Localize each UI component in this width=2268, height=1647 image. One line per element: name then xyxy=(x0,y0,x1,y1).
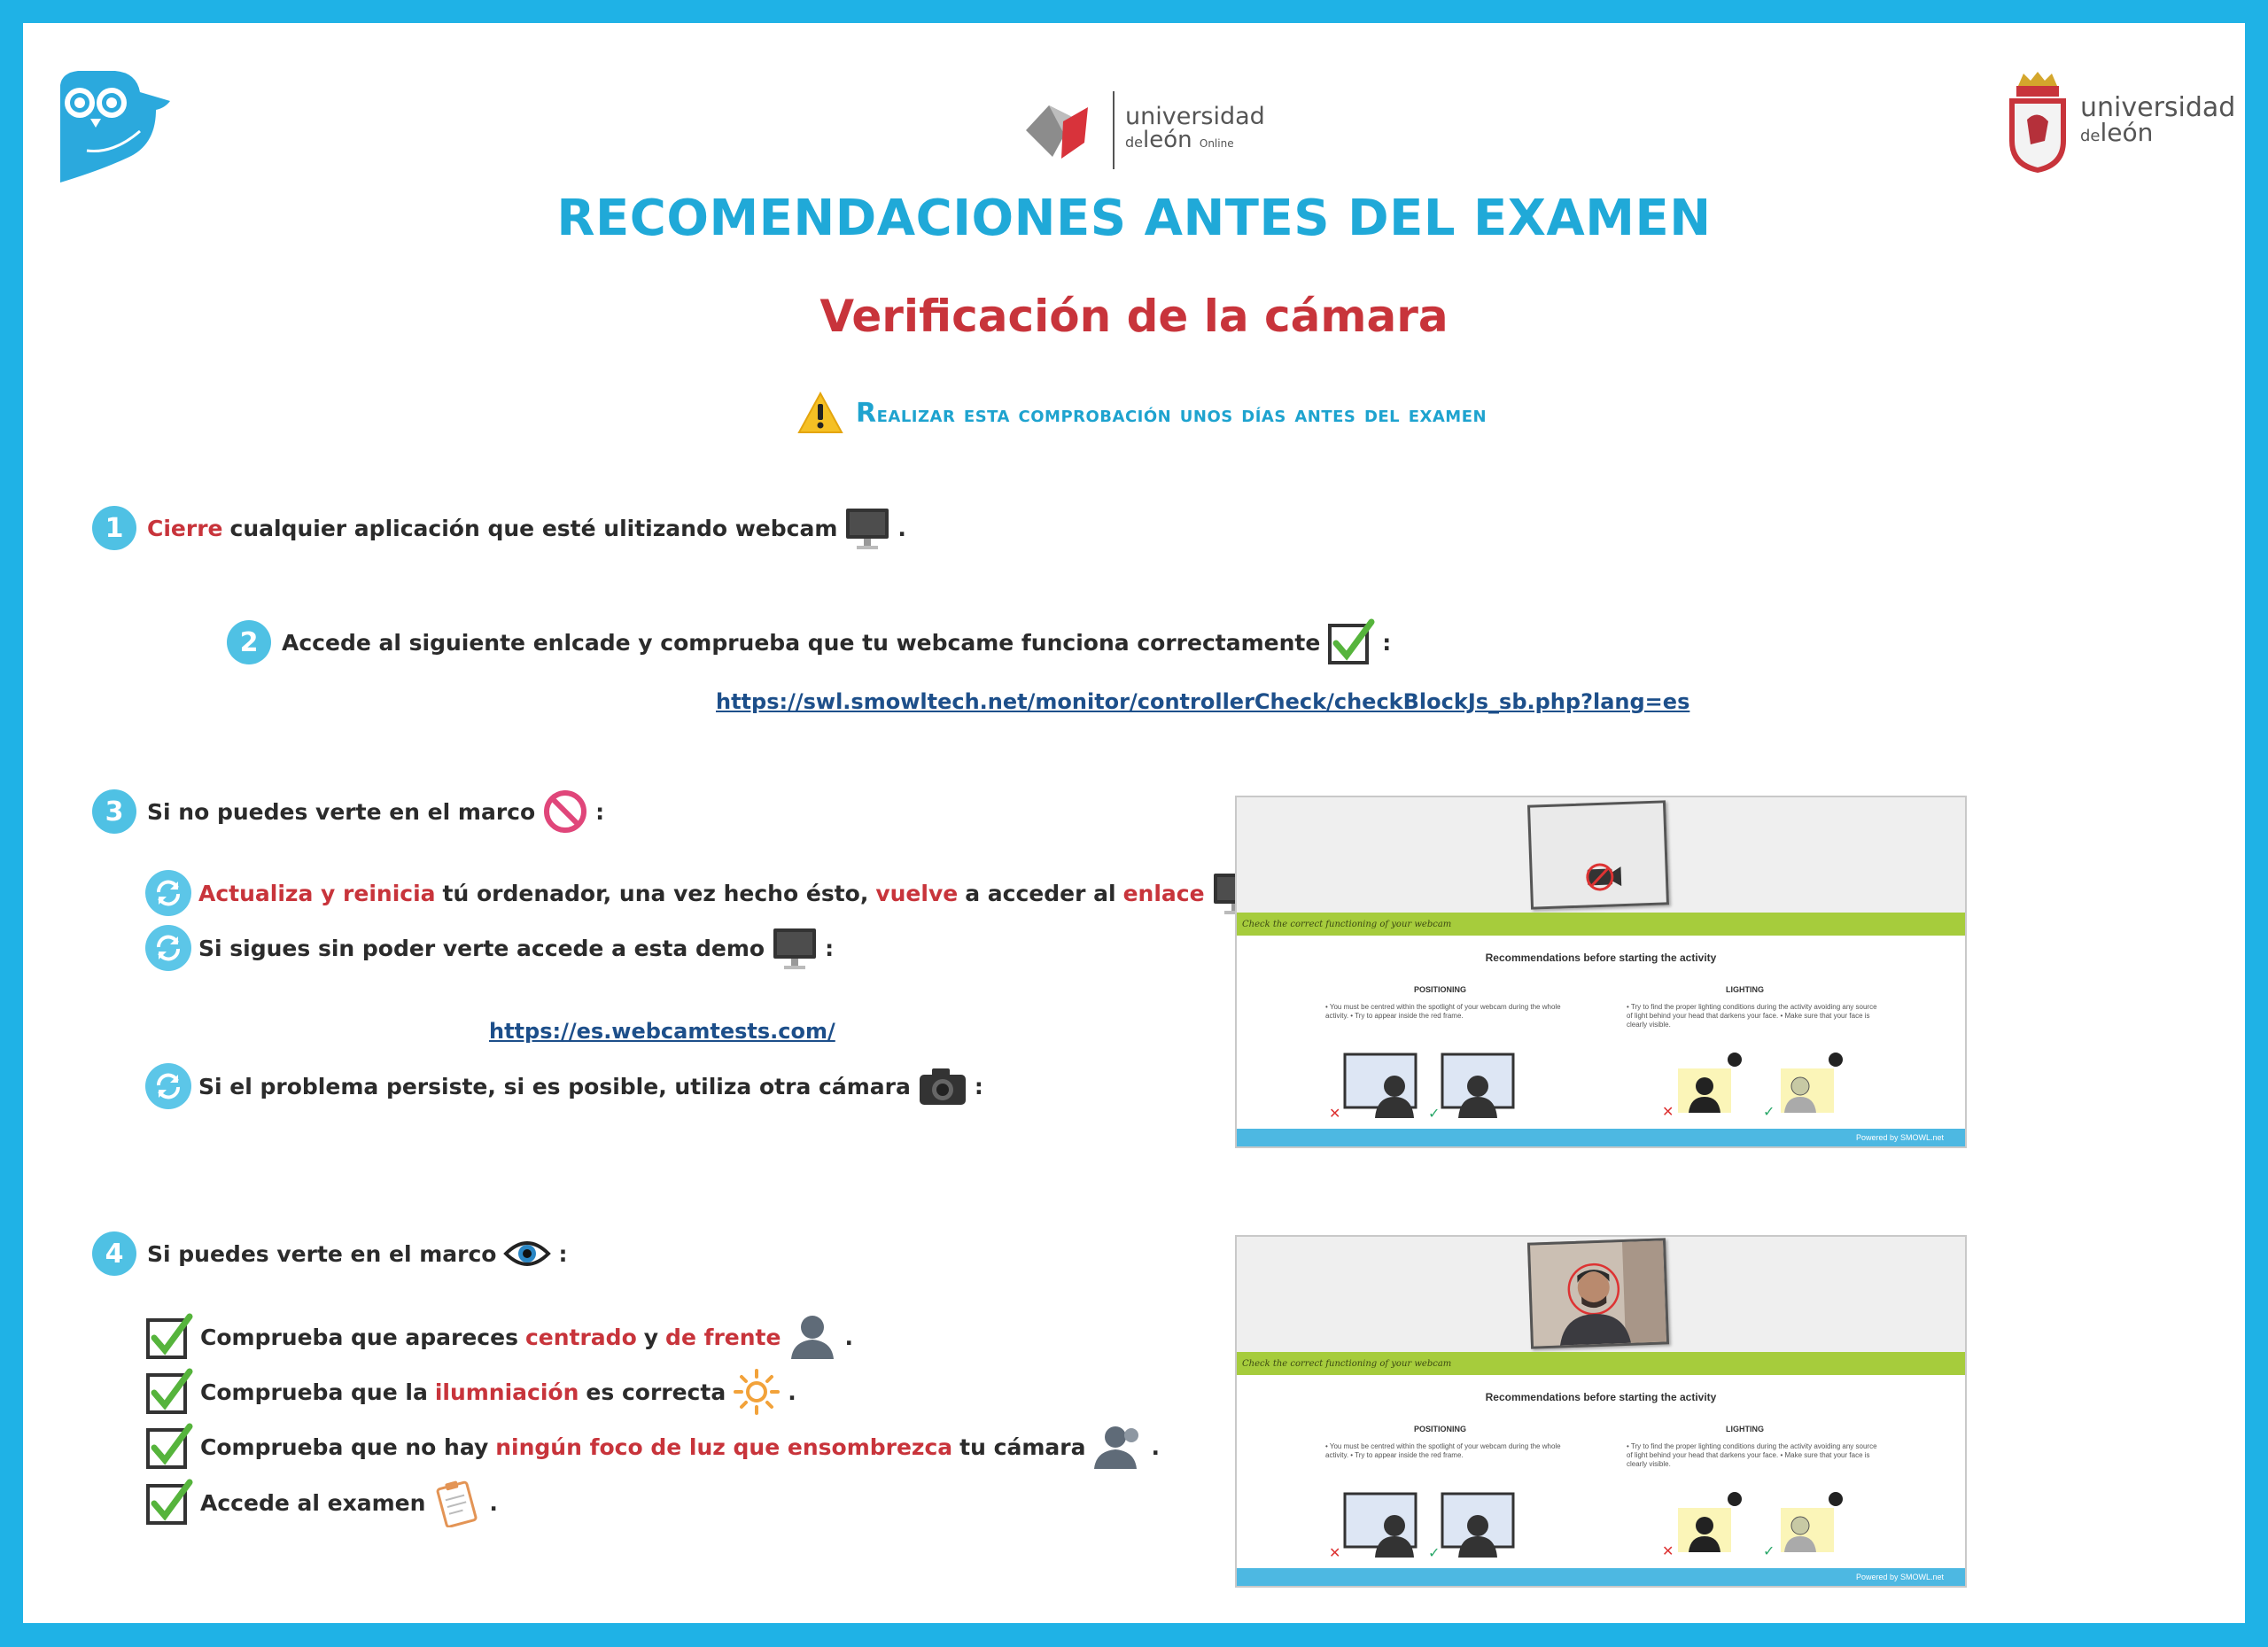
person-icon xyxy=(788,1313,837,1361)
step4-item3-t2: tu cámara xyxy=(959,1433,1086,1460)
webcamtests-link[interactable]: https://es.webcamtests.com/ xyxy=(489,1019,835,1044)
powered-by: Powered by SMOWL.net xyxy=(1237,1568,1965,1586)
step-number-1: 1 xyxy=(92,506,136,550)
university-online-logo xyxy=(1022,82,1265,179)
user-face-image xyxy=(1530,1240,1666,1346)
svg-text:✕: ✕ xyxy=(1329,1107,1341,1122)
refresh-icon xyxy=(145,870,191,916)
step3-item1-red3: enlace xyxy=(1122,880,1205,906)
step-number-4: 4 xyxy=(92,1231,136,1276)
webcam-frame-empty xyxy=(1527,800,1669,909)
step1-end: . xyxy=(897,515,906,541)
step-1 xyxy=(92,505,906,551)
center-logo-de: de xyxy=(1125,134,1143,151)
lighting-title: LIGHTING xyxy=(1726,1425,1764,1433)
lighting-text: • Try to find the proper lighting conditions during the activity avoiding any source of light behind your head that darkens your face. • Make sure that your face is clearly visible. xyxy=(1627,1003,1877,1029)
university-logo-icon xyxy=(1022,95,1102,166)
positioning-illustration xyxy=(1325,1490,1556,1561)
step-2 xyxy=(227,618,1391,666)
webcam-check-screenshot-error xyxy=(1235,796,1967,1148)
positioning-illustration xyxy=(1325,1051,1556,1122)
owl-logo xyxy=(51,69,175,184)
step1-text: cualquier aplicación que esté ulitizando webcam xyxy=(229,515,838,541)
step4-item3-t1: Comprueba que no hay xyxy=(200,1433,489,1460)
step3-item2-text: Si sigues sin poder verte accede a esta demo xyxy=(198,935,765,961)
step4-item1-t2: y xyxy=(643,1324,659,1350)
step4-item3-red1: ningún foco de luz que ensombrezca xyxy=(495,1433,953,1460)
right-logo-line1: universidad xyxy=(2080,92,2236,123)
step4-item1-t1: Comprueba que apareces xyxy=(200,1324,518,1350)
step-4 xyxy=(92,1231,567,1276)
step4-item1-end: . xyxy=(844,1324,853,1350)
step1-red: Cierre xyxy=(147,515,223,541)
svg-text:✓: ✓ xyxy=(1763,1105,1775,1120)
svg-text:✕: ✕ xyxy=(1662,1105,1674,1120)
step4-item2-end: . xyxy=(788,1379,796,1405)
svg-text:✓: ✓ xyxy=(1763,1544,1775,1559)
powered-by: Powered by SMOWL.net xyxy=(1237,1129,1965,1146)
step4-item-1 xyxy=(145,1313,853,1361)
checkbox-check-icon xyxy=(1327,618,1375,666)
step4-item2-t2: es correcta xyxy=(586,1379,726,1405)
warning-text: Realizar esta comprobación unos días antes del examen xyxy=(856,397,1487,429)
svg-text:✓: ✓ xyxy=(1428,1546,1441,1561)
step4-item2-t1: Comprueba que la xyxy=(200,1379,428,1405)
step-number-2: 2 xyxy=(227,620,271,664)
checkbox-check-icon xyxy=(145,1479,193,1527)
camera-off-icon xyxy=(1530,803,1666,906)
step4-item1-red2: de frente xyxy=(665,1324,781,1350)
rec-title: Recommendations before starting the activity xyxy=(1485,1391,1717,1403)
refresh-icon xyxy=(145,925,191,971)
step4-item-3 xyxy=(145,1423,1160,1471)
monitor-icon xyxy=(772,925,818,971)
step3-item1-t1: tú ordenador, una vez hecho ésto, xyxy=(442,880,869,906)
warning-notice xyxy=(797,386,1487,439)
lighting-text: • Try to find the proper lighting conditions during the activity avoiding any source of light behind your head that darkens your face. • Make sure that your face is clearly visible. xyxy=(1627,1442,1877,1468)
step-3 xyxy=(92,789,604,835)
right-logo-de: de xyxy=(2080,127,2101,145)
step2-text: Accede al siguiente enlcade y comprueba que tu webcame funciona correctamente xyxy=(282,629,1321,656)
step4-item4-t1: Accede al examen xyxy=(200,1489,426,1516)
step3-item1-red1: Actualiza y reinicia xyxy=(198,880,436,906)
page-title: RECOMENDACIONES ANTES DEL EXAMEN xyxy=(556,190,1712,247)
center-logo-leon: león xyxy=(1143,127,1192,153)
step3-item2-end: : xyxy=(825,935,835,961)
step3-end: : xyxy=(595,798,605,825)
person-shadow-icon xyxy=(1092,1423,1144,1471)
step4-item2-red1: ilumniación xyxy=(434,1379,579,1405)
center-logo-online: Online xyxy=(1199,137,1234,150)
step3-item-1 xyxy=(145,870,1273,916)
positioning-text: • You must be centred within the spotlight of your webcam during the whole activity. • Try to appear inside the red frame. xyxy=(1325,1442,1561,1459)
positioning-title: POSITIONING xyxy=(1414,1425,1467,1433)
step-number-3: 3 xyxy=(92,789,136,834)
step3-item-3 xyxy=(145,1063,983,1109)
checkbox-check-icon xyxy=(145,1313,193,1361)
step3-item3-text: Si el problema persiste, si es posible, utiliza otra cámara xyxy=(198,1073,911,1099)
center-logo-line1: universidad xyxy=(1125,103,1265,130)
camera-icon xyxy=(918,1064,967,1108)
lighting-illustration xyxy=(1653,1051,1884,1122)
webcam-check-screenshot-ok xyxy=(1235,1235,1967,1588)
svg-text:✓: ✓ xyxy=(1428,1107,1441,1122)
step4-item-2 xyxy=(145,1368,796,1416)
step3-text: Si no puedes verte en el marco xyxy=(147,798,536,825)
screenshot-bar: Check the correct functioning of your webcam xyxy=(1237,913,1965,936)
step3-item-2 xyxy=(145,925,834,971)
positioning-title: POSITIONING xyxy=(1414,985,1467,994)
step4-item3-end: . xyxy=(1151,1433,1160,1460)
svg-text:✕: ✕ xyxy=(1329,1546,1341,1561)
step4-item-4 xyxy=(145,1478,498,1527)
refresh-icon xyxy=(145,1063,191,1109)
smowl-check-link[interactable]: https://swl.smowltech.net/monitor/controllerCheck/checkBlockJs_sb.php?lang=es xyxy=(716,689,1690,714)
lighting-illustration xyxy=(1653,1490,1884,1561)
checkbox-check-icon xyxy=(145,1368,193,1416)
sun-icon xyxy=(733,1368,781,1416)
svg-text:✕: ✕ xyxy=(1662,1544,1674,1559)
rec-title: Recommendations before starting the activity xyxy=(1485,952,1717,964)
poster-sheet xyxy=(23,23,2245,1623)
screenshot-bar: Check the correct functioning of your webcam xyxy=(1237,1352,1965,1375)
step3-item1-red2: vuelve xyxy=(875,880,959,906)
step4-item4-end: . xyxy=(489,1489,498,1516)
step3-item3-end: : xyxy=(974,1073,983,1099)
step4-end: : xyxy=(558,1240,568,1267)
page-subtitle: Verificación de la cámara xyxy=(819,291,1449,342)
checkbox-check-icon xyxy=(145,1423,193,1471)
monitor-icon xyxy=(844,505,890,551)
positioning-text: • You must be centred within the spotlight of your webcam during the whole activity. • Try to appear inside the red frame. xyxy=(1325,1003,1561,1020)
university-crest-logo xyxy=(2006,69,2235,175)
step2-end: : xyxy=(1382,629,1392,656)
step3-item1-t2: a acceder al xyxy=(965,880,1116,906)
crest-icon xyxy=(2006,70,2070,175)
prohibited-icon xyxy=(542,789,588,835)
step4-item1-red1: centrado xyxy=(524,1324,637,1350)
right-logo-leon: león xyxy=(2100,118,2154,147)
exam-clipboard-icon xyxy=(432,1478,482,1527)
step4-text: Si puedes verte en el marco xyxy=(147,1240,497,1267)
lighting-title: LIGHTING xyxy=(1726,985,1764,994)
warning-icon xyxy=(797,392,843,434)
eye-icon xyxy=(503,1236,551,1271)
webcam-frame-face xyxy=(1527,1238,1669,1348)
